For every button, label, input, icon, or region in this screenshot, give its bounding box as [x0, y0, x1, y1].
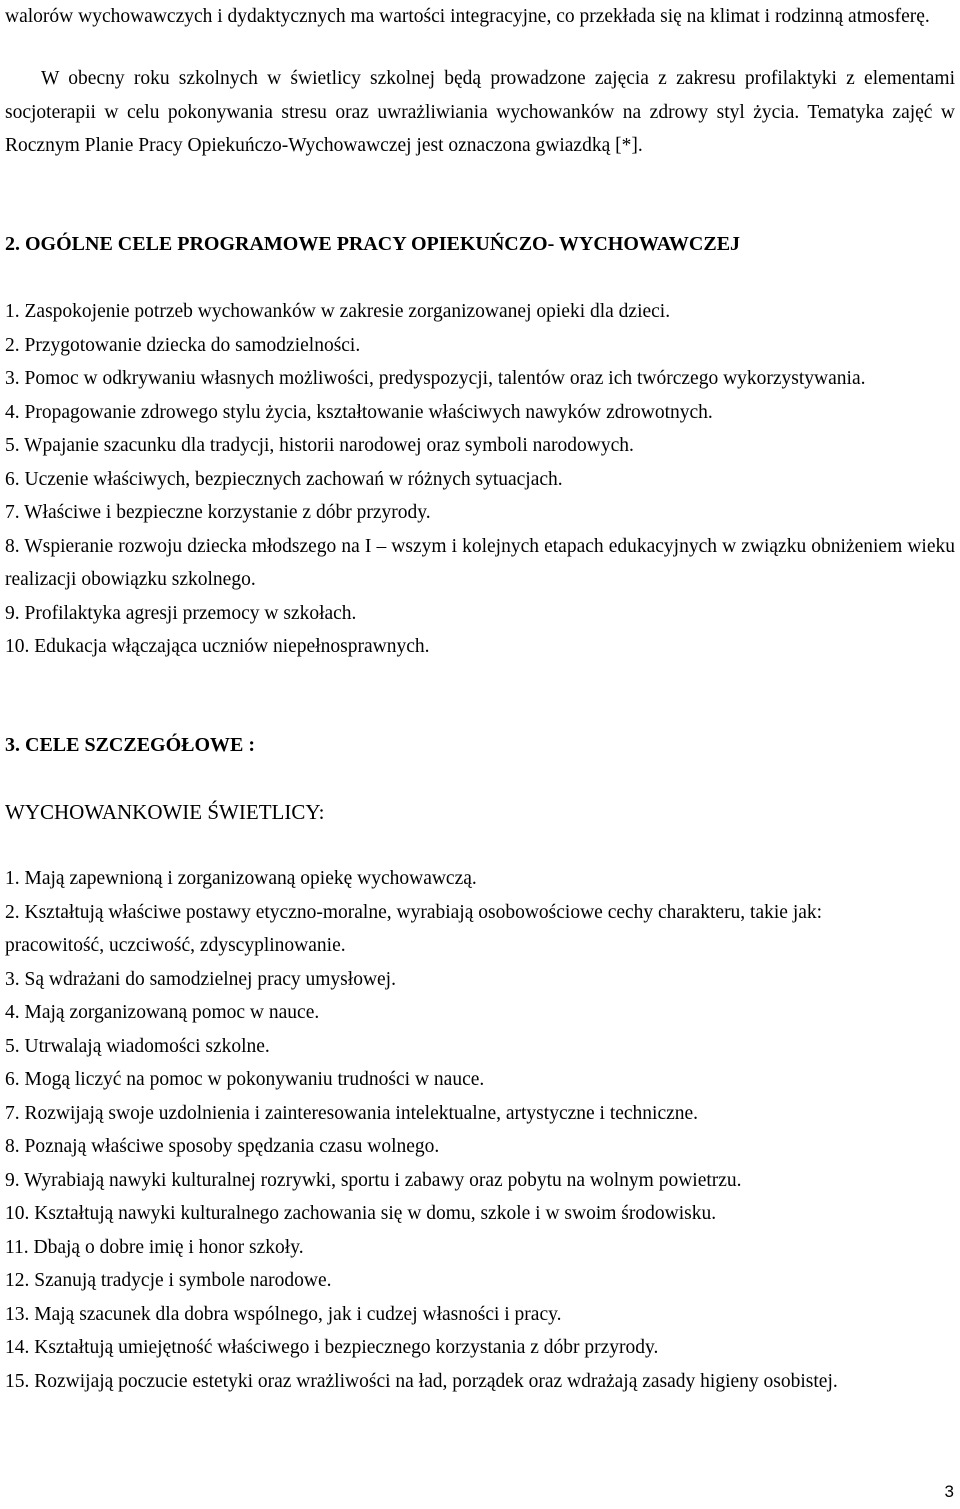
list-item: 14. Kształtują umiejętność właściwego i bezpiecznego korzystania z dóbr przyrody.: [5, 1337, 659, 1358]
list-item: 3. Pomoc w odkrywaniu własnych możliwości, predyspozycji, talentów oraz ich twórczego wykorzystywania.: [5, 368, 866, 389]
list-item: 2. Przygotowanie dziecka do samodzielności.: [5, 334, 361, 356]
students-subheading: WYCHOWANKOWIE ŚWIETLICY:: [5, 800, 325, 824]
list-item: 2. Kształtują właściwe postawy etyczno-moralne, wyrabiają osobowościowe cechy charakteru, takie jak: pracowitość, uczciwość, zdyscyplinowanie.: [5, 901, 823, 956]
list-item: 15. Rozwijają poczucie estetyki oraz wrażliwości na ład, porządek oraz wdrażają zasady higieny osobistej.: [5, 1370, 838, 1392]
list-item: 10. Edukacja włączająca uczniów niepełnosprawnych.: [5, 636, 430, 657]
list-item: 6. Mogą liczyć na pomoc w pokonywaniu trudności w nauce.: [5, 1069, 485, 1090]
list-item: 5. Wpajanie szacunku dla tradycji, historii narodowej oraz symboli narodowych.: [5, 435, 634, 456]
general-goals-list: [5, 295, 955, 664]
list-item: 11. Dbają o dobre imię i honor szkoły.: [5, 1236, 304, 1258]
list-item: 8. Poznają właściwe sposoby spędzania czasu wolnego.: [5, 1136, 440, 1157]
specific-goals-list: [5, 862, 955, 1398]
section-2-heading: 2. OGÓLNE CELE PROGRAMOWE PRACY OPIEKUŃCZO- WYCHOWAWCZEJ: [5, 233, 741, 255]
intro-paragraph-2: W obecny roku szkolnych w świetlicy szkolnej będą prowadzone zajęcia z zakresu profilaktyki z elementami socjoterapii w celu pokonywania stresu oraz uwrażliwiania wychowanków na zdrowy styl życia. Tematyka zajęć w Rocznym Planie Pracy Opiekuńczo-Wychowawczej jest oznaczona gwiazdką [*].: [5, 68, 955, 156]
list-item: 4. Propagowanie zdrowego stylu życia, kształtowanie właściwych nawyków zdrowotnych.: [5, 401, 713, 423]
page-number: 3: [944, 1482, 954, 1501]
list-item: 10. Kształtują nawyki kulturalnego zachowania się w domu, szkole i w swoim środowisku.: [5, 1203, 717, 1224]
intro-paragraph-1: walorów wychowawczych i dydaktycznych ma wartości integracyjne, co przekłada się na klimat i rodzinną atmosferę.: [5, 6, 930, 27]
list-item: 6. Uczenie właściwych, bezpiecznych zachowań w różnych sytuacjach.: [5, 468, 563, 490]
list-item: 1. Zaspokojenie potrzeb wychowanków w zakresie zorganizowanej opieki dla dzieci.: [5, 301, 671, 322]
list-item: 12. Szanują tradycje i symbole narodowe.: [5, 1270, 332, 1291]
list-item: 8. Wspieranie rozwoju dziecka młodszego na I – wszym i kolejnych etapach edukacyjnych w związku obniżeniem wieku realizacji obowiązku szkolnego.: [5, 535, 955, 590]
list-item: 1. Mają zapewnioną i zorganizowaną opiekę wychowawczą.: [5, 868, 477, 889]
list-item: 3. Są wdrażani do samodzielnej pracy umysłowej.: [5, 968, 396, 990]
list-item: 7. Właściwe i bezpieczne korzystanie z dóbr przyrody.: [5, 502, 431, 523]
section-3-heading: 3. CELE SZCZEGÓŁOWE :: [5, 734, 256, 756]
list-item: 13. Mają szacunek dla dobra wspólnego, jak i cudzej własności i pracy.: [5, 1303, 562, 1325]
list-item: 9. Profilaktyka agresji przemocy w szkołach.: [5, 602, 357, 624]
list-item: 5. Utrwalają wiadomości szkolne.: [5, 1035, 270, 1057]
list-item: 9. Wyrabiają nawyki kulturalnej rozrywki, sportu i zabawy oraz pobytu na wolnym powietrzu.: [5, 1169, 742, 1191]
list-item: 4. Mają zorganizowaną pomoc w nauce.: [5, 1002, 320, 1023]
list-item: 7. Rozwijają swoje uzdolnienia i zainteresowania intelektualne, artystyczne i techniczne.: [5, 1102, 699, 1124]
